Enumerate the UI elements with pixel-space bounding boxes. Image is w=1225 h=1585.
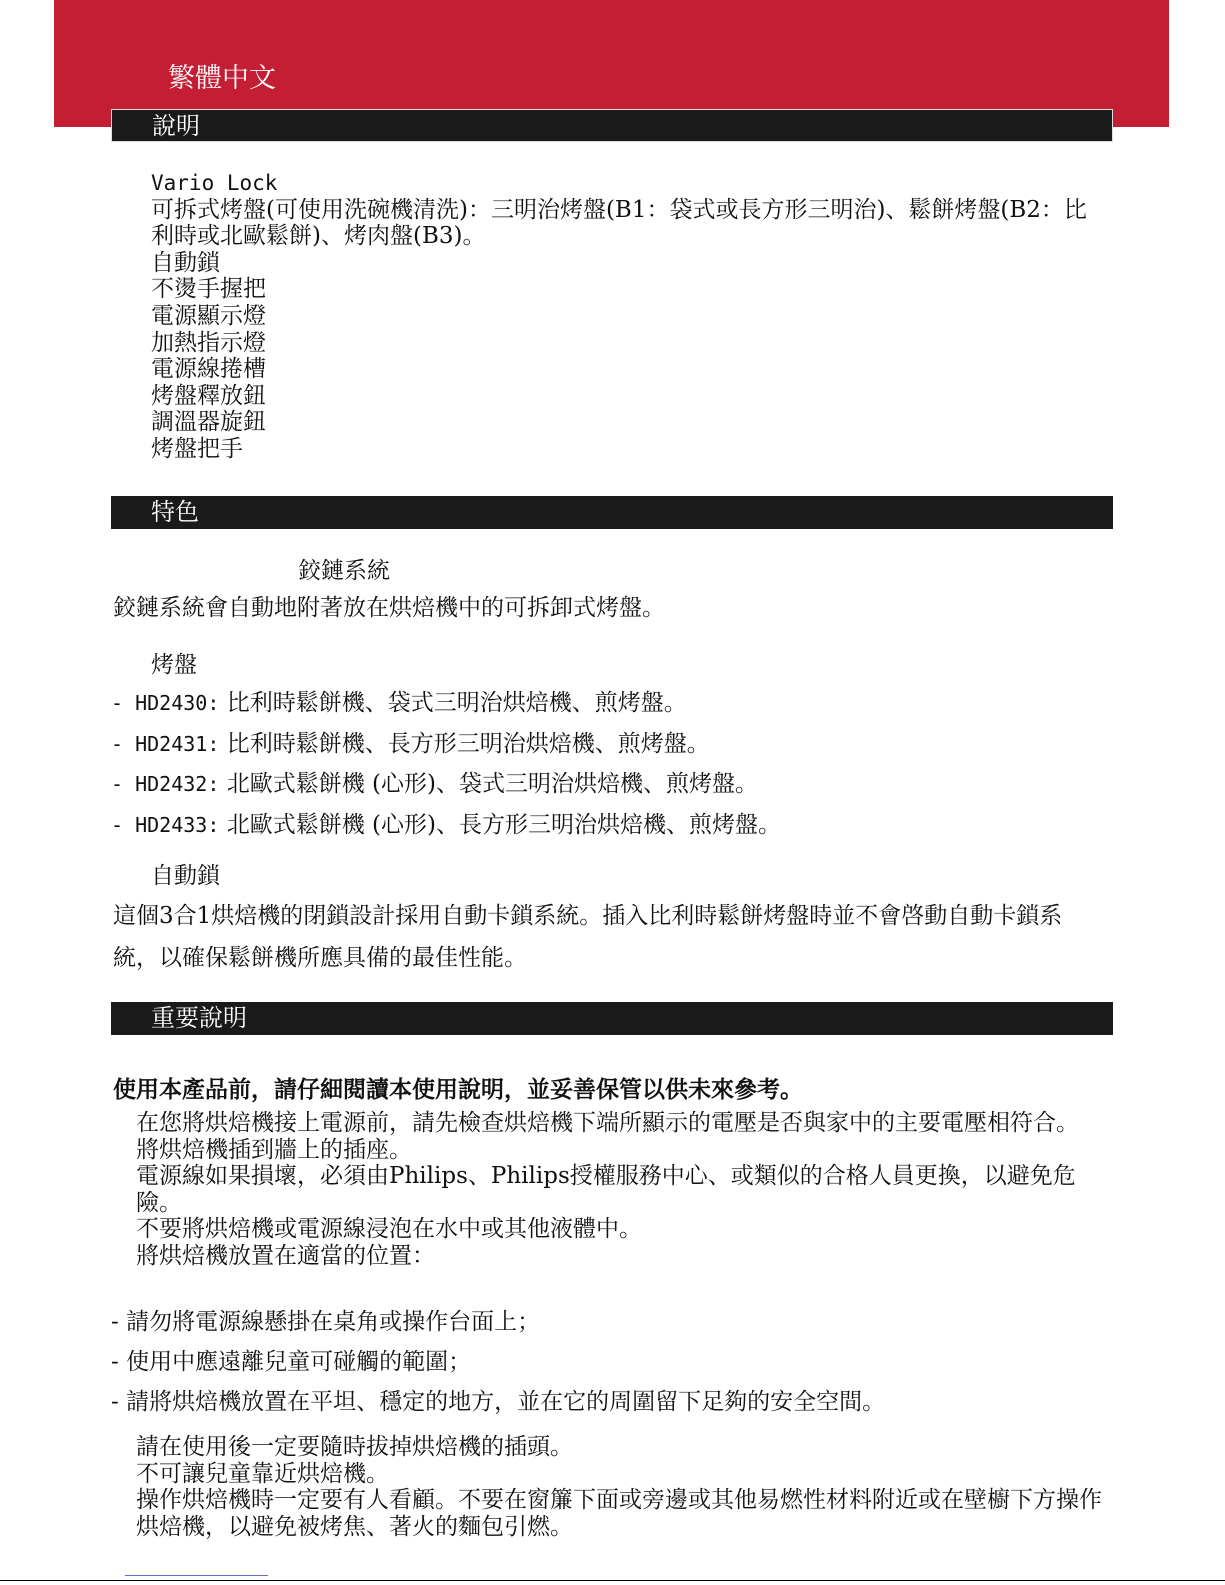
- model-code: - HD2431:: [111, 731, 220, 756]
- section-title-features: 特色: [111, 496, 1113, 529]
- list-item: 電源線如果損壞，必須由Philips、Philips授權服務中心、或類似的合格人員更換，以避免危險。: [136, 1163, 1076, 1216]
- list-item: [111, 810, 781, 851]
- model-code: - HD2432:: [111, 772, 220, 796]
- list-item: 不燙手握把: [151, 276, 266, 303]
- list-item: 將烘焙機插到牆上的插座。: [136, 1136, 412, 1163]
- model-text: 北歐式鬆餅機 (心形)、長方形三明治烘焙機、煎烤盤。: [226, 811, 781, 838]
- important-intro: 使用本產品前，請仔細閱讀本使用說明，並妥善保管以供未來參考。: [113, 1076, 803, 1103]
- list-item: 電源顯示燈: [151, 302, 266, 329]
- model-text: 比利時鬆餅機、袋式三明治烘焙機、煎烤盤。: [226, 690, 687, 716]
- language-title: 繁體中文: [168, 63, 276, 94]
- list-item: - 請勿將電源線懸掛在桌角或操作台面上；: [111, 1309, 541, 1335]
- hinge-text: 鉸鏈系統會自動地附著放在烘焙機中的可拆卸式烤盤。: [113, 595, 665, 621]
- list-item: 不可讓兒童靠近烘焙機。: [136, 1460, 389, 1487]
- model-code: - HD2430:: [111, 691, 220, 715]
- list-item: 烤盤釋放鈕: [151, 382, 266, 409]
- list-item: 將烘焙機放置在適當的位置：: [136, 1242, 435, 1269]
- important-list-continued: [136, 1434, 1106, 1540]
- list-item: [111, 688, 781, 729]
- important-list: [136, 1110, 1106, 1269]
- hinge-heading: 鉸鏈系統: [298, 558, 390, 584]
- description-list: [151, 170, 1101, 463]
- plates-heading: 烤盤: [151, 652, 197, 678]
- list-item: 可拆式烤盤(可使用洗碗機清洗)：三明治烤盤(B1：袋式或長方形三明治)、鬆餅烤盤(B2：比利時或北歐鬆餅)、烤肉盤(B3)。: [151, 196, 1087, 250]
- list-item: [111, 769, 781, 810]
- list-item: - 使用中應遠離兒童可碰觸的範圍；: [111, 1349, 472, 1375]
- list-item: 自動鎖: [151, 249, 220, 276]
- autolock-text: 這個3合1烘焙機的閉鎖設計採用自動卡鎖系統。插入比利時鬆餅烤盤時並不會啓動自動卡鎖系統，以確保鬆餅機所應具備的最佳性能。: [113, 903, 1063, 971]
- list-item: 不要將烘焙機或電源線浸泡在水中或其他液體中。: [136, 1216, 642, 1242]
- list-item: - 請將烘焙機放置在平坦、穩定的地方，並在它的周圍留下足夠的安全空間。: [111, 1389, 886, 1415]
- list-item: 電源線捲槽: [151, 356, 266, 383]
- section-title-description: 說明: [111, 109, 1113, 142]
- list-item: 烤盤把手: [151, 435, 243, 462]
- list-item: 操作烘焙機時一定要有人看顧。不要在窗簾下面或旁邊或其他易燃性材料附近或在壁櫥下方操作烘焙機，以避免被烤焦、著火的麵包引燃。: [136, 1487, 1102, 1540]
- page-bottom-rule: [0, 1580, 1225, 1581]
- model-text: 比利時鬆餅機、長方形三明治烘焙機、煎烤盤。: [226, 730, 710, 757]
- list-item: [111, 729, 781, 770]
- model-list: [111, 688, 781, 850]
- list-item: 加熱指示燈: [151, 329, 266, 356]
- placement-list: [111, 1307, 885, 1427]
- page-bottom-tab: [125, 1575, 268, 1576]
- list-item: 調溫器旋鈕: [151, 409, 266, 436]
- autolock-heading: 自動鎖: [151, 863, 220, 889]
- list-item: 請在使用後一定要隨時拔掉烘焙機的插頭。: [136, 1434, 573, 1460]
- model-code: - HD2433:: [111, 812, 220, 837]
- model-text: 北歐式鬆餅機 (心形)、袋式三明治烘焙機、煎烤盤。: [226, 771, 758, 797]
- section-title-important: 重要說明: [111, 1002, 1113, 1035]
- list-item: 在您將烘焙機接上電源前，請先檢查烘焙機下端所顯示的電壓是否與家中的主要電壓相符合。: [136, 1110, 1079, 1136]
- list-item: Vario Lock: [151, 171, 278, 195]
